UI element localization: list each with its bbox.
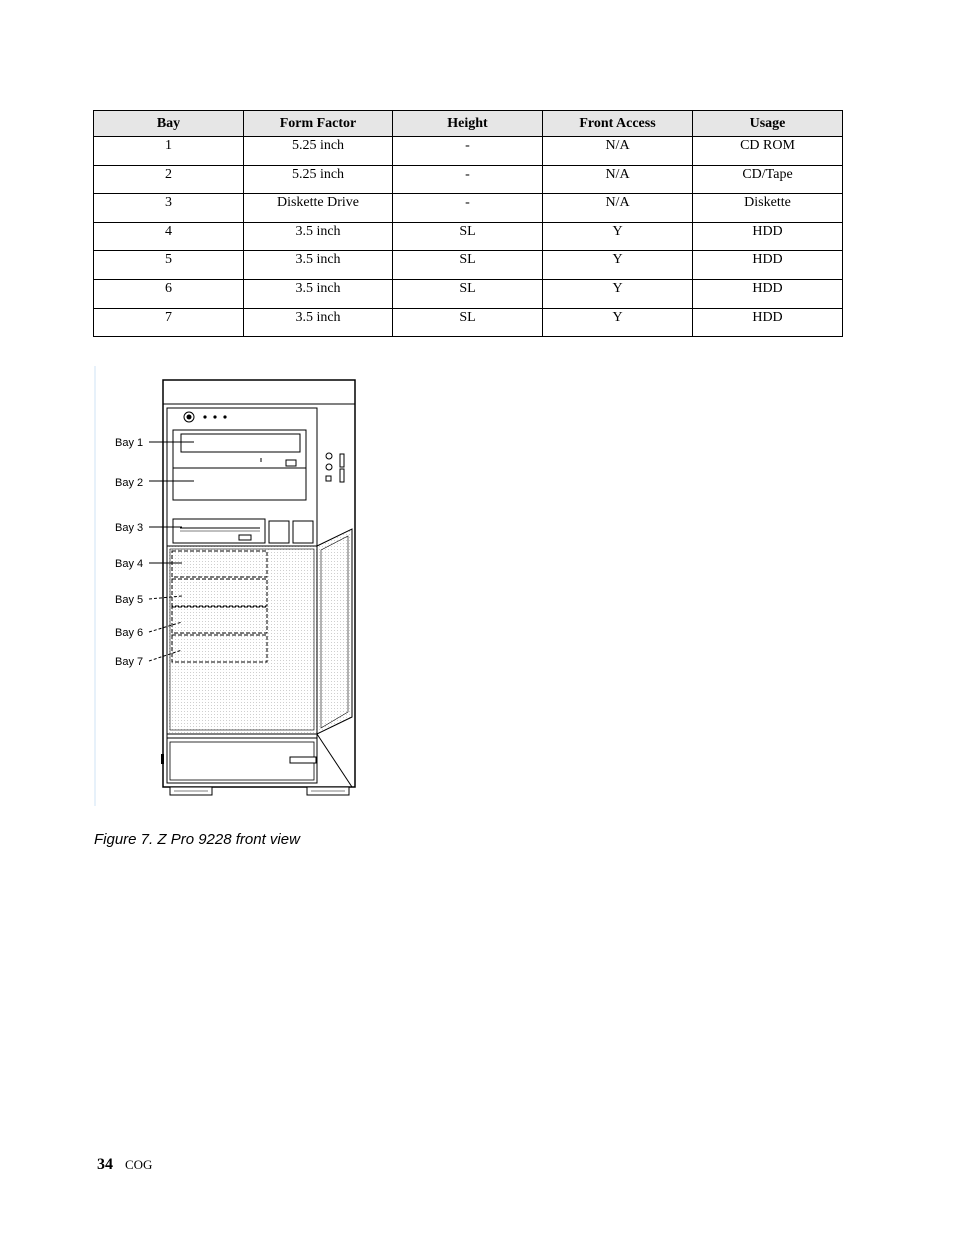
bay-1-drive: [181, 434, 300, 452]
cell-height: -: [393, 194, 543, 223]
table-row: [94, 222, 843, 251]
running-title: COG: [125, 1157, 153, 1172]
cell-front-access: Y: [543, 222, 693, 251]
bay-6-label: Bay 6: [115, 627, 144, 639]
cell-bay: 3: [94, 194, 244, 223]
cell-form-factor: 5.25 inch: [244, 137, 393, 166]
table-row: [94, 308, 843, 337]
figure-caption: Figure 7. Z Pro 9228 front view: [94, 831, 300, 848]
cell-height: -: [393, 137, 543, 166]
cell-usage: HDD: [693, 251, 843, 280]
header-form-factor: Form Factor: [244, 111, 393, 137]
cell-front-access: N/A: [543, 137, 693, 166]
cell-bay: 2: [94, 165, 244, 194]
page-number: 34: [97, 1156, 113, 1173]
cell-form-factor: 3.5 inch: [244, 251, 393, 280]
header-height: Height: [393, 111, 543, 137]
cell-usage: HDD: [693, 279, 843, 308]
cell-bay: 7: [94, 308, 244, 337]
cell-form-factor: 3.5 inch: [244, 308, 393, 337]
cell-form-factor: 3.5 inch: [244, 222, 393, 251]
cell-front-access: Y: [543, 279, 693, 308]
cell-height: SL: [393, 279, 543, 308]
front-view-figure: [94, 366, 366, 806]
bay-table: [93, 110, 843, 337]
page-footer: [97, 1156, 152, 1174]
cell-height: SL: [393, 308, 543, 337]
cell-height: SL: [393, 251, 543, 280]
cell-height: -: [393, 165, 543, 194]
header-bay: Bay: [94, 111, 244, 137]
cell-front-access: Y: [543, 308, 693, 337]
bay-4-label: Bay 4: [115, 558, 144, 570]
tower-drawing: [94, 366, 366, 806]
cell-form-factor: 3.5 inch: [244, 279, 393, 308]
bay-2-label: Bay 2: [115, 477, 144, 489]
bay-1-label: Bay 1: [115, 437, 144, 449]
cell-front-access: Y: [543, 251, 693, 280]
cell-form-factor: Diskette Drive: [244, 194, 393, 223]
cell-bay: 5: [94, 251, 244, 280]
bay-5-label: Bay 5: [115, 594, 144, 606]
header-usage: Usage: [693, 111, 843, 137]
table-header-row: [94, 111, 843, 137]
cell-usage: HDD: [693, 222, 843, 251]
cell-form-factor: 5.25 inch: [244, 165, 393, 194]
bay-7-label: Bay 7: [115, 656, 144, 668]
cell-bay: 1: [94, 137, 244, 166]
table-row: [94, 251, 843, 280]
cell-usage: Diskette: [693, 194, 843, 223]
cell-front-access: N/A: [543, 165, 693, 194]
front-door: [167, 546, 317, 734]
cell-height: SL: [393, 222, 543, 251]
cell-usage: CD ROM: [693, 137, 843, 166]
cell-bay: 4: [94, 222, 244, 251]
cell-front-access: N/A: [543, 194, 693, 223]
cell-usage: HDD: [693, 308, 843, 337]
cell-usage: CD/Tape: [693, 165, 843, 194]
table-row: [94, 194, 843, 223]
cell-bay: 6: [94, 279, 244, 308]
table-row: [94, 279, 843, 308]
side-door-panel: [317, 529, 352, 734]
header-front-access: Front Access: [543, 111, 693, 137]
table-row: [94, 137, 843, 166]
table-row: [94, 165, 843, 194]
bay-3-label: Bay 3: [115, 522, 144, 534]
